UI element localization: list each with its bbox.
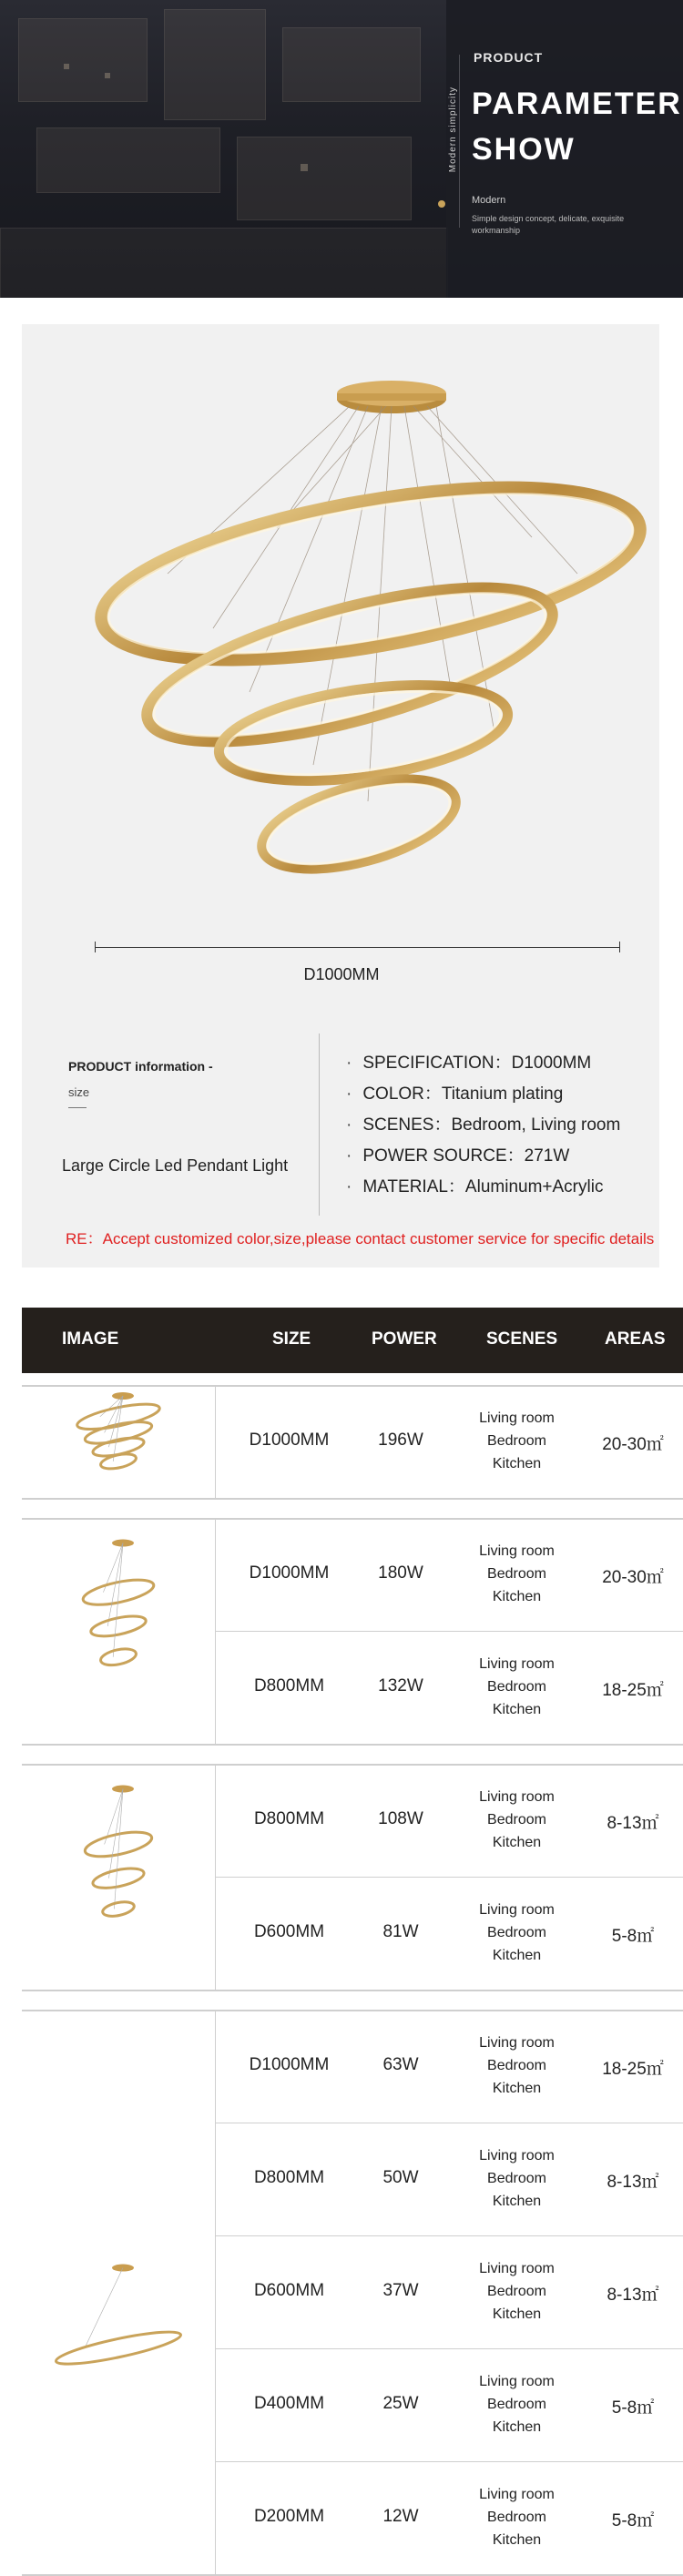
product-name: Large Circle Led Pendant Light — [62, 1156, 289, 1175]
cell-area: 8-13㎡ — [607, 2286, 659, 2305]
table-header — [22, 1308, 683, 1373]
scene-entry: Kitchen — [492, 2194, 542, 2209]
scene-entry: Living room — [479, 2487, 555, 2502]
header-areas: AREAS — [605, 1329, 666, 1349]
cell-size: D800MM — [253, 1809, 325, 1828]
banner-label: PRODUCT — [474, 50, 544, 65]
dimension-line — [95, 947, 619, 948]
cell-scenes — [451, 2257, 583, 2326]
cell-size: D600MM — [253, 1922, 325, 1941]
header-banner — [0, 0, 683, 298]
spec-item: · COLOR：Titanium plating — [346, 1084, 564, 1104]
cell-size: D400MM — [253, 2394, 325, 2413]
scene-entry: Kitchen — [492, 2532, 542, 2548]
cell-power: 108W — [378, 1809, 423, 1828]
scene-entry: Bedroom — [487, 2284, 546, 2299]
cell-power: 132W — [378, 1676, 423, 1695]
cell-power: 25W — [382, 2394, 419, 2413]
cell-area: 5-8㎡ — [611, 2511, 655, 2530]
thumbnail-ring — [83, 1828, 154, 1861]
product-thumbnail — [36, 1531, 200, 1731]
customization-notice: RE：Accept customized color,size,please contact customer service for specific details — [66, 1230, 655, 1247]
cell-power: 63W — [382, 2055, 419, 2074]
scene-entry: Living room — [479, 2261, 555, 2276]
group-divider — [215, 1385, 216, 1498]
scene-entry: Living room — [479, 1789, 555, 1805]
cell-size: D200MM — [253, 2507, 325, 2526]
group-border-bottom — [22, 1744, 683, 1746]
group-divider — [215, 2010, 216, 2574]
cell-area: 20-30㎡ — [602, 1568, 664, 1587]
thumbnail-ring — [99, 1646, 138, 1668]
scene-entry: Living room — [479, 2374, 555, 2389]
cell-area: 20-30㎡ — [602, 1435, 664, 1454]
cell-scenes — [451, 2370, 583, 2439]
scene-entry: Kitchen — [492, 2081, 542, 2096]
cell-scenes — [451, 2144, 583, 2213]
cell-scenes — [451, 1540, 583, 1608]
scene-entry: Bedroom — [487, 2510, 546, 2525]
cell-size: D800MM — [253, 2168, 325, 2187]
group-border-top — [22, 2010, 683, 2011]
header-power: POWER — [372, 1329, 437, 1349]
scene-entry: Bedroom — [487, 2058, 546, 2073]
cell-area: 18-25㎡ — [602, 1681, 664, 1700]
scene-entry: Bedroom — [487, 1433, 546, 1449]
thumbnail-wire — [113, 1543, 123, 1657]
spec-item: · SCENES：Bedroom, Living room — [346, 1115, 621, 1135]
cell-area: 8-13㎡ — [607, 1814, 659, 1833]
cell-scenes — [451, 1899, 583, 1967]
cell-size: D1000MM — [249, 1563, 330, 1583]
scene-entry: Bedroom — [487, 1925, 546, 1940]
cell-area: 5-8㎡ — [611, 1927, 655, 1946]
scene-entry: Living room — [479, 1410, 555, 1426]
scene-entry: Kitchen — [492, 1589, 542, 1604]
row-separator — [215, 1631, 683, 1632]
banner-title-line2: SHOW — [472, 132, 576, 167]
scene-entry: Living room — [479, 1543, 555, 1559]
group-border-bottom — [22, 1990, 683, 1991]
info-subheading: size — [68, 1085, 90, 1099]
scene-entry: Bedroom — [487, 1566, 546, 1582]
info-underline — [68, 1107, 87, 1108]
cell-scenes — [451, 1653, 583, 1721]
cell-scenes — [451, 2031, 583, 2100]
banner-tag: Modern — [472, 195, 506, 206]
scene-entry: Kitchen — [492, 1835, 542, 1850]
thumbnail-ring — [91, 1865, 146, 1891]
dimension-tick-right — [619, 942, 620, 952]
thumbnail-ring — [99, 1451, 138, 1471]
scene-entry: Living room — [479, 2148, 555, 2164]
thumbnail-wire — [85, 2268, 123, 2348]
spec-item: · MATERIAL：Aluminum+Acrylic — [346, 1177, 604, 1196]
thumbnail-ring — [81, 1575, 156, 1610]
cell-area: 5-8㎡ — [611, 2398, 655, 2418]
banner-dot-icon — [438, 200, 445, 208]
scene-entry: Bedroom — [487, 1812, 546, 1828]
thumbnail-ring — [54, 2326, 182, 2370]
cell-size: D1000MM — [249, 1431, 330, 1450]
scene-entry: Living room — [479, 2035, 555, 2051]
cell-power: 12W — [382, 2507, 419, 2526]
thumbnail-ring — [89, 1613, 148, 1640]
group-border-top — [22, 1385, 683, 1387]
cell-scenes — [451, 2483, 583, 2551]
group-border-top — [22, 1518, 683, 1520]
scene-entry: Kitchen — [492, 1702, 542, 1717]
product-thumbnail — [36, 2192, 200, 2392]
banner-vertical-text: Modern simplicity — [448, 87, 458, 173]
row-separator — [215, 2235, 683, 2236]
cell-power: 180W — [378, 1563, 423, 1583]
scene-entry: Bedroom — [487, 2171, 546, 2186]
row-separator — [215, 1877, 683, 1878]
scene-entry: Kitchen — [492, 1456, 542, 1471]
scene-entry: Living room — [479, 1902, 555, 1918]
info-heading: PRODUCT information - — [68, 1059, 213, 1074]
group-border-bottom — [22, 1498, 683, 1500]
spec-item: · POWER SOURCE：271W — [346, 1146, 570, 1166]
cell-size: D1000MM — [249, 2055, 330, 2074]
product-thumbnail — [36, 1777, 200, 1977]
cell-size: D800MM — [253, 1676, 325, 1695]
cell-power: 37W — [382, 2281, 419, 2300]
header-image: IMAGE — [62, 1329, 119, 1349]
scene-entry: Bedroom — [487, 2397, 546, 2412]
banner-description: Simple design concept, delicate, exquisite workmanship — [472, 214, 625, 235]
dimension-label: D1000MM — [303, 965, 380, 983]
cell-area: 8-13㎡ — [607, 2173, 659, 2192]
pendant-light-image — [22, 364, 659, 874]
scene-entry: Kitchen — [492, 1948, 542, 1963]
spec-item: · SPECIFICATION：D1000MM — [346, 1054, 592, 1073]
info-divider — [319, 1033, 320, 1216]
thumbnail-wire — [114, 1789, 123, 1909]
product-thumbnail — [36, 1390, 200, 1493]
cell-scenes — [451, 1786, 583, 1854]
cell-power: 81W — [382, 1922, 419, 1941]
header-size: SIZE — [272, 1329, 311, 1349]
row-separator — [215, 2348, 683, 2349]
scene-entry: Bedroom — [487, 1679, 546, 1695]
cell-power: 196W — [378, 1431, 423, 1450]
group-border-top — [22, 1764, 683, 1766]
header-scenes: SCENES — [486, 1329, 558, 1349]
thumbnail-ring — [101, 1899, 135, 1919]
cell-area: 18-25㎡ — [602, 2060, 664, 2079]
scene-entry: Kitchen — [492, 2306, 542, 2322]
cell-size: D600MM — [253, 2281, 325, 2300]
banner-title-line1: PARAMETER — [472, 87, 682, 121]
row-separator — [215, 2461, 683, 2462]
cell-scenes — [451, 1407, 583, 1475]
scene-entry: Kitchen — [492, 2419, 542, 2435]
cell-power: 50W — [382, 2168, 419, 2187]
thumbnail-canopy — [112, 1392, 134, 1400]
scene-entry: Living room — [479, 1656, 555, 1672]
